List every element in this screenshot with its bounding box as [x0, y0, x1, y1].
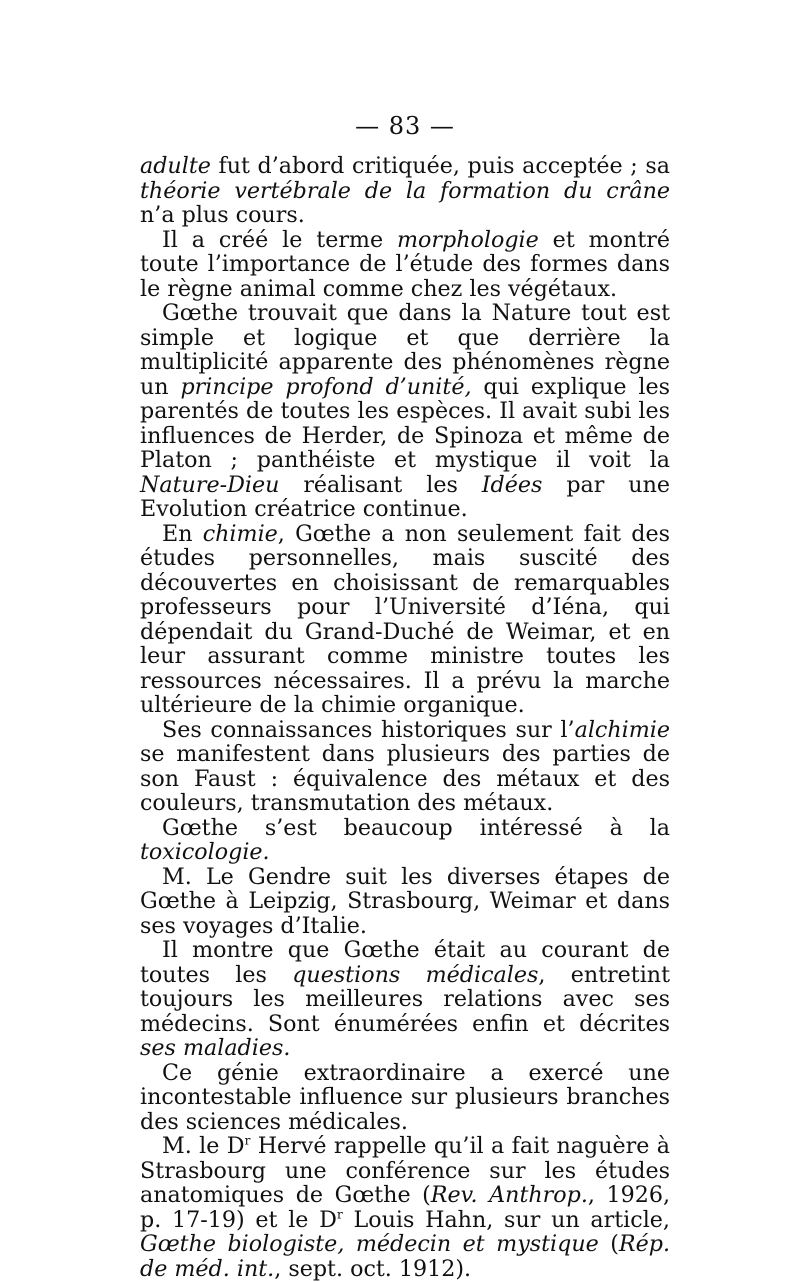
text-run: Ses connaissances historiques sur l’	[162, 716, 575, 743]
italic-text: théorie vertébrale de la formation du crâne	[140, 177, 670, 204]
italic-text: Rép. de méd. int.	[140, 1231, 670, 1282]
text-run: M. le D	[162, 1133, 245, 1159]
italic-text: Nature-Dieu	[140, 471, 280, 498]
paragraph	[140, 816, 670, 865]
text-run: Hervé rappelle qu’il a fait naguère à Strasbourg une conférence sur les études anatomiques de Gœthe (	[140, 1133, 670, 1208]
italic-text: Idées	[481, 471, 543, 498]
italic-text: Rev. Anthrop.	[430, 1182, 588, 1208]
text-run: réalisant les	[279, 471, 482, 498]
paragraph	[140, 1061, 670, 1135]
text-run: et montré toute l’importance de l’étude des formes dans le règne animal comme chez les végétaux.	[140, 226, 670, 302]
italic-text: chimie	[202, 520, 278, 547]
italic-text: ses maladies.	[140, 1035, 291, 1061]
text-run: , entretint toujours les meilleures relations avec ses médecins. Sont énumérées enfin et décrites	[140, 961, 670, 1037]
text-run: , 1926, p. 17-19) et le D	[140, 1182, 670, 1233]
italic-text: principe profond d’unité,	[180, 373, 472, 400]
superscript-text: r	[244, 1133, 251, 1148]
text-run: Gœthe trouvait que dans la Nature tout est simple et logique et que derrière la multiplicité apparente des phénomènes règne un	[140, 300, 670, 400]
paragraph	[140, 718, 670, 816]
paragraph	[140, 1134, 670, 1281]
text-run: Ce génie extraordinaire a exercé une incontestable influence sur plusieurs branches des sciences médicales.	[140, 1059, 670, 1135]
paragraph	[140, 522, 670, 718]
text-run: qui explique les parentés de toutes les espèces. Il avait subi les influences de Herder, de Spinoza et même de Platon ; panthéiste et mystique il voit la	[140, 373, 670, 473]
italic-text: Gœthe biologiste, médecin et mystique	[140, 1231, 599, 1257]
paragraph	[140, 228, 670, 302]
text-run: Gœthe s’est beaucoup intéressé à la	[162, 814, 670, 841]
page-number: — 83 —	[355, 112, 455, 140]
text-run: n’a plus cours.	[140, 202, 305, 228]
text-run: , sept. oct. 1912).	[274, 1255, 472, 1282]
paragraph	[140, 154, 670, 228]
italic-text: alchimie	[574, 716, 670, 743]
italic-text: morphologie	[397, 226, 539, 253]
text-run: En	[162, 520, 203, 547]
text-run: se manifestent dans plusieurs des parties de son Faust : équivalence des métaux et des couleurs, transmutation des métaux.	[140, 741, 670, 816]
text-run: fut d’abord critiquée, puis acceptée ; sa	[210, 153, 670, 179]
text-run: , Gœthe a non seulement fait des études personnelles, mais suscité des découvertes en choisissant de remarquables professeurs pour l’Université d’Iéna, qui dépendait du Grand-Duché de Weimar, et en leur assurant comme ministre toutes les ressources nécessaires. Il a prévu la marche ultérieure de la chimie organique.	[140, 520, 670, 718]
text-run: par une Evolution créatrice continue.	[140, 471, 670, 522]
italic-text: adulte	[140, 153, 211, 179]
paragraph	[140, 938, 670, 1061]
page-body	[140, 154, 670, 1281]
superscript-text: r	[336, 1207, 343, 1222]
text-run: Louis Hahn, sur un article,	[342, 1206, 670, 1233]
text-run: Il montre que Gœthe était au courant de toutes les	[140, 937, 670, 988]
italic-text: questions médicales	[292, 961, 539, 988]
text-run: (	[598, 1231, 619, 1257]
italic-text: toxicologie.	[140, 839, 270, 865]
paragraph	[140, 301, 670, 522]
text-run: M. Le Gendre suit les diverses étapes de Gœthe à Leipzig, Strasbourg, Weimar et dans ses voyages d’Italie.	[140, 863, 670, 939]
text-run: Il a créé le terme	[162, 226, 398, 253]
paragraph	[140, 865, 670, 939]
